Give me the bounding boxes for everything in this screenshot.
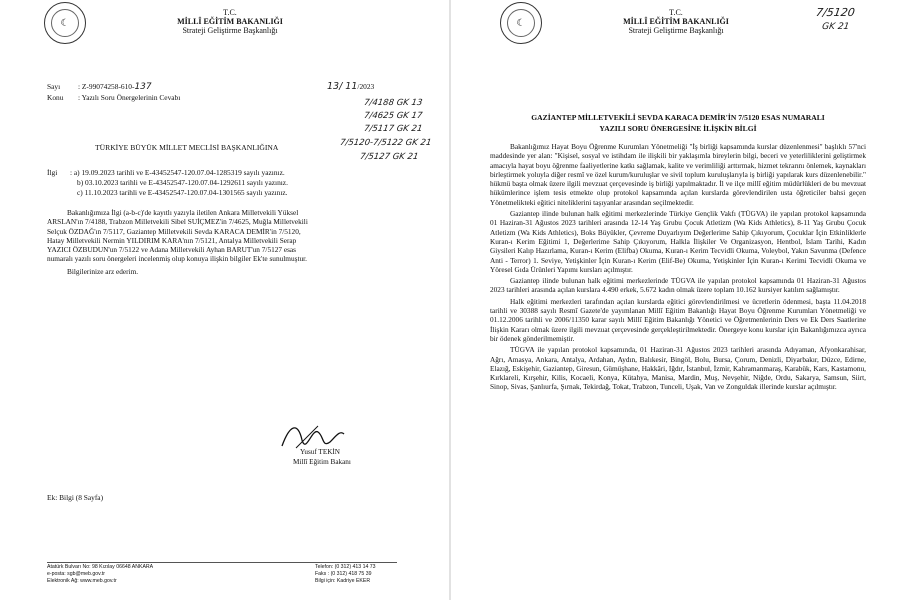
header-tc: T.C.	[223, 8, 237, 17]
sayi-label: Sayı	[47, 82, 61, 91]
letter-header	[140, 8, 320, 35]
hand-ref-5: 7/5127 GK 21	[359, 152, 419, 162]
hand-ref-2: 7/4625 GK 17	[363, 111, 423, 121]
paragraph-4: Halk eğitimi merkezleri tarafından açılan kurslarda eğitici görevlendirilmesi ve ücretlerin ödenmesi, başta 11.04.2018 tarihli ve 30388 sayılı Resmî Gazete'de yayımlanan Millî Eğitim Bakanlığı Hayat Boyu Öğrenme Kurumları Yönetmeliği ve 01.12.2006 tarihli ve 2006/11350 karar sayılı Millî Eğitim Bakanlığı Yönetici ve Öğretmenlerinin Ders ve Ek Ders Saatlerine İlişkin Kararı olmak üzere ilgili mevzuat çerçevesinde gerçekleştirilmektedir. Önergeye konu kurslar için Bakanlığımızca ayrıca bir ödenek gönderilmemiştir.	[490, 296, 866, 343]
addressee: TÜRKİYE BÜYÜK MİLLET MECLİSİ BAŞKANLIĞINA	[95, 143, 279, 152]
attachment-note: Ek: Bilgi (8 Sayfa)	[47, 493, 104, 502]
document-title	[490, 112, 866, 134]
footer-right	[315, 564, 376, 585]
page-divider	[449, 0, 451, 600]
paragraph-3: Gaziantep ilinde bulunan halk eğitimi merkezlerinde TÜGVA ile yapılan protokol kapsamında 01 Haziran-31 Ağustos 2023 tarihleri arasında açılan kurslara 4.490 erkek, 5.672 kadın olmak üzere toplam 10.162 kursiyer katılım sağlamıştır.	[490, 276, 866, 295]
hand-ref-1: 7/4188 GK 13	[363, 98, 423, 108]
signer-name: Yusuf TEKİN	[300, 448, 340, 456]
body-line: numaralı yazılı soru önergeleri incelenmiş olup konuya ilişkin bilgiler Ek'te sunulmuştur.	[47, 254, 307, 264]
ministry-emblem-icon: ☾	[44, 2, 86, 44]
title-line-1: GAZİANTEP MİLLETVEKİLİ SEVDA KARACA DEMİR'İN 7/5120 ESAS NUMARALI	[531, 113, 825, 122]
header-department: Strateji Geliştirme Başkanlığı	[628, 26, 724, 35]
header-ministry: MİLLÎ EĞİTİM BAKANLIĞI	[623, 17, 729, 26]
footer-divider	[47, 562, 397, 563]
sayi-number: : Z-99074258-610-	[78, 82, 135, 91]
letter-body	[47, 208, 392, 276]
date-year: /2023	[357, 82, 375, 91]
info-body	[490, 142, 866, 392]
konu-value: : Yazılı Soru Önergelerinin Cevabı	[78, 93, 181, 102]
body-line: ARSLAN'ın 7/4188, Trabzon Milletvekili Sibel SUİÇMEZ'in 7/4625, Muğla Milletvekili	[47, 217, 308, 227]
hand-ref-4: 7/5120-7/5122 GK 21	[339, 138, 432, 148]
konu-label: Konu	[47, 93, 64, 102]
header-ministry: MİLLÎ EĞİTİM BAKANLIĞI	[177, 17, 283, 26]
header-department: Strateji Geliştirme Başkanlığı	[182, 26, 278, 35]
document-page-2	[456, 0, 900, 600]
body-line: Bakanlığımıza İlgi (a-b-c)'de kayıtlı yazıyla iletilen Ankara Milletvekili Yüksel	[67, 208, 299, 217]
footer-left	[47, 564, 153, 585]
sayi-handwritten: 137	[134, 82, 152, 92]
title-line-2: YAZILI SORU ÖNERGESİNE İLİŞKİN BİLGİ	[599, 124, 757, 133]
hand-ref-gk: GK 21	[821, 22, 850, 32]
ilgi-item-b: b) 03.10.2023 tarihli ve E-43452547-120.07.04-1292611 sayılı yazınız.	[77, 178, 288, 187]
header-tc: T.C.	[669, 8, 683, 17]
ilgi-label: İlgi	[47, 168, 58, 177]
footer-phone: Telefon: (0 312) 413 14 73	[315, 564, 376, 570]
paragraph-5: TÜGVA ile yapılan protokol kapsamında, 01 Haziran-31 Ağustos 2023 tarihleri arasında Adıyaman, Afyonkarahisar, Ağrı, Amasya, Ankara, Antalya, Ardahan, Aydın, Balıkesir, Bingöl, Bolu, Bursa, Çorum, Denizli, Diyarbakır, Düzce, Edirne, Elazığ, Eskişehir, Gaziantep, Giresun, Gümüşhane, Hakkâri, Iğdır, İstanbul, İzmir, Kahramanmaraş, Karabük, Kars, Kastamonu, Kırklareli, Kırşehir, Kilis, Kocaeli, Konya, Kütahya, Manisa, Mardin, Muş, Nevşehir, Niğde, Ordu, Sakarya, Samsun, Siirt, Sinop, Sivas, Şanlıurfa, Şırnak, Tekirdağ, Tokat, Trabzon, Tunceli, Uşak, Van ve Zonguldak illerinde kurslar açılmıştır.	[490, 345, 866, 392]
date-handwritten: 13/ 11	[327, 81, 358, 92]
footer-email: e-posta: sgb@meb.gov.tr	[47, 571, 105, 577]
hand-ref-top: 7/5120	[815, 6, 856, 19]
footer-fax: Faks : (0 312) 418 75 39	[315, 571, 372, 577]
letter-date	[327, 82, 374, 91]
body-line: Selçuk ÖZDAĞ'ın 7/5117, Gaziantep Milletvekili Sevda KARACA DEMİR'in 7/5120,	[47, 226, 301, 236]
ilgi-item-a: : a) 19.09.2023 tarihli ve E-43452547-120.07.04-1285319 sayılı yazınız.	[70, 168, 285, 177]
body-line: YAZICI ÖZBUDUN'un 7/5122 ve Adana Milletvekili Ayhan BARUT'un 7/5127 esas	[47, 245, 297, 255]
signer-title: Millî Eğitim Bakanı	[293, 458, 351, 466]
paragraph-1: Bakanlığımız Hayat Boyu Öğrenme Kurumları Yönetmeliği "İş birliği kapsamında kurslar düzenlenmesi" başlıklı 57'nci maddesinde yer alan: "Kişisel, sosyal ve istihdam ile ilişkili bir yaklaşımla bireylerin bilgi, beceri ve yeterliliklerini geliştirmek amacıyla hayat boyu öğrenme faaliyetlerine katkı sağlamak, kalite ve verimliliği arttırmak, hizmet tekrarını önlemek, kaynakları birleştirmek yoluyla diğer resmî ve özel kurum/kuruluşlar ve sivil toplum kuruluşlarıyla iş birliği yapılarak kurs düzenlenebilir." hükmü başta olmak üzere ilgili mevzuat çerçevesinde iş birliği yapılmaktadır. İl ve ilçe millî eğitim müdürlükleri de bu mevzuat hükümlerince işlem tesis etmekte olup protokol kapsamında açılan kurslarda görevlendirilen usta öğreticiler bahsi geçen Yönetmelikteki eğitici niteliklerini taşıyanlar arasından seçilmektedir.	[490, 142, 866, 207]
footer-web: Elektronik Ağ: www.meb.gov.tr	[47, 578, 117, 584]
sayi-value	[78, 82, 152, 92]
closing-line: Bilgilerinize arz ederim.	[67, 266, 139, 276]
body-line: Hatay Milletvekili Nermin YILDIRIM KARA'nın 7/5121, Antalya Milletvekili Serap	[47, 235, 297, 245]
hand-ref-3: 7/5117 GK 21	[363, 124, 423, 134]
footer-address: Atatürk Bulvarı No: 98 Kızılay 06648 ANKARA	[47, 564, 154, 570]
document-page-1	[0, 0, 444, 600]
ilgi-item-c: c) 11.10.2023 tarihli ve E-43452547-120.07.04-1301565 sayılı yazınız.	[77, 188, 288, 197]
paragraph-2: Gaziantep ilinde bulunan halk eğitimi merkezlerinde Türkiye Gençlik Vakfı (TÜGVA) ile yapılan protokol kapsamında 01 Haziran-31 Ağustos 2023 tarihleri arasında 12-14 Yaş Grubu Çocuk Atletizm (Wa Kids Athletics), 8-11 Yaş Grubu Çocuk Atletizm (Wa Kids Athletics), Boks Büyükler, Çevreme Duyarlıyım Değerlerime Sahip Çıkıyorum, Çocuklar İçin Etkinliklerle Kuran-ı Kerim Eğitimi 1, Değerlerime Sahip Çıkıyorum, Halkla İlişkiler Ve Organizasyon, Hentbol, İslam Tarihi, Kadın Giysileri Kalıp Hazırlama, Kuran-ı Kerim (Elifba) Okuma, Kuran-ı Kerim Tecvidli Okuma, Voleybol, Yakın Savunma (Defence Anti - Terror) 1. Seviye, Yetişkinler İçin Kuran-ı Kerim (Elif-Be) Okuma, Yetişkinler İçin Kuran-ı Kerimi Tecvidli Okuma ve Yöresel Gıda Ürünleri Yapımı kursları açılmıştır.	[490, 209, 866, 274]
page2-header	[586, 8, 766, 35]
footer-contact: Bilgi için: Kadriye EKER	[315, 578, 371, 584]
ministry-emblem-icon: ☾	[500, 2, 542, 44]
